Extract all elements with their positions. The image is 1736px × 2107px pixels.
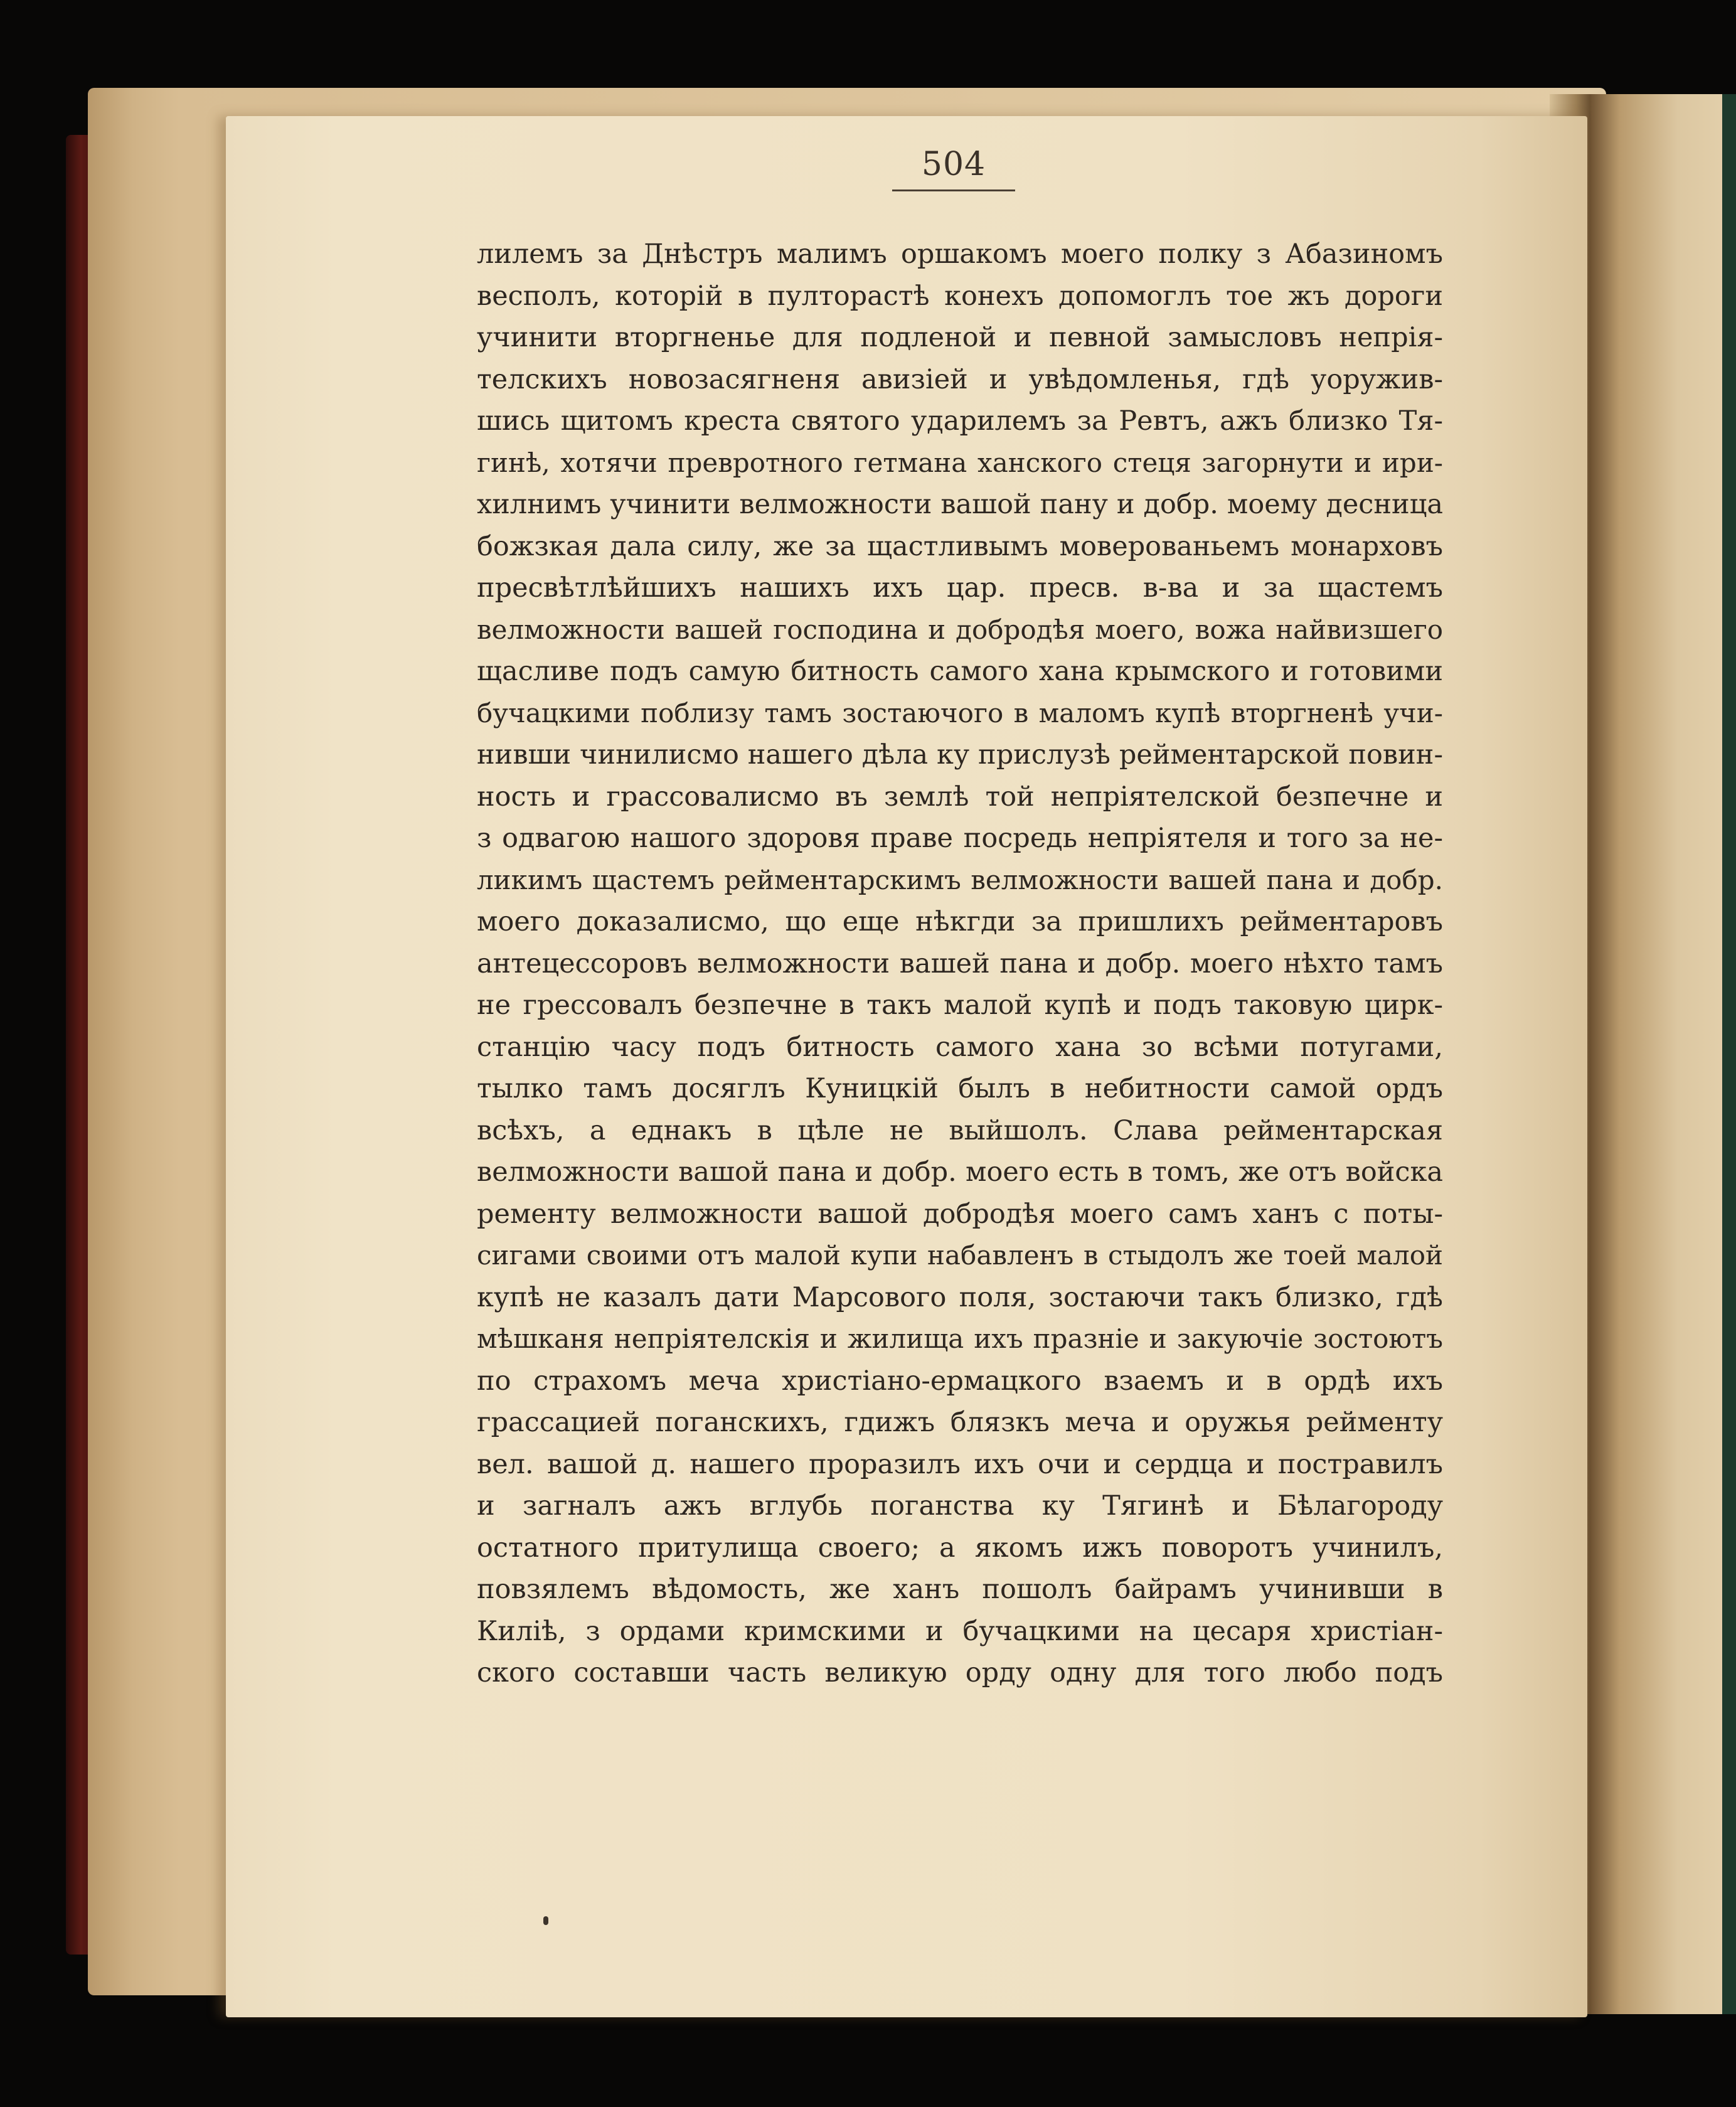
text-line: ременту велможности вашой добродѣя моего самъ ханъ с поты- [477,1198,1443,1230]
text-line: сигами своими отъ малой купи набавленъ в стыдолъ же тоей малой [477,1240,1443,1271]
facing-page-edge [1590,94,1736,2014]
text-line: ского составши часть великую орду одну для того любо подъ [477,1657,1443,1688]
text-line: не грессовалъ безпечне в такъ малой купѣ и подъ таковую цирк- [477,989,1443,1021]
text-line: всѣхъ, а еднакъ в цѣле не выйшолъ. Слава рейментарская [477,1114,1443,1146]
text-line: Килiѣ, з ордами кримскими и бучацкими на цесаря христіан- [477,1615,1443,1647]
text-line: шись щитомъ креста святого ударилемъ за Ревтъ, ажъ близко Тя- [477,405,1443,437]
page-number: 504 [921,146,986,183]
text-line: ность и грассовалисмо въ землѣ той непріятелской безпечне и [477,781,1443,813]
text-line: бучацкими поблизу тамъ зостаючого в маломъ купѣ вторгненѣ учи- [477,697,1443,728]
text-line: весполъ, которій в пулторастѣ конехъ допомоглъ тое жъ дороги [477,280,1443,312]
text-line: учинити вторгненье для подленой и певной замысловъ непрія- [477,322,1443,353]
text-line: и загналъ ажъ вглубь поганства ку Тягинѣ и Бѣлагороду [477,1490,1443,1522]
text-line: вел. вашой д. нашего проразилъ ихъ очи и сердца и постравилъ [477,1448,1443,1480]
text-line: тылко тамъ досяглъ Куницкій былъ в небитности самой ордъ [477,1073,1443,1104]
text-line: лилемъ за Днѣстръ малимъ оршакомъ моего полку з Абазиномъ [477,238,1443,270]
text-line: велможности вашей господина и добродѣя моего, вожа найвизшего [477,614,1443,645]
text-line: антецессоровъ велможности вашей пана и добр. моего нѣхто тамъ [477,947,1443,979]
body-text [477,233,1443,1694]
page-number-rule [892,189,1015,191]
text-line: ликимъ щастемъ рейментарскимъ велможности вашей пана и добр. [477,864,1443,895]
text-line: мѣшканя непріятелскія и жилища ихъ празніе и закуючіе зостоютъ [477,1323,1443,1354]
text-line: остатного притулища своего; а якомъ ижъ поворотъ учинилъ, [477,1532,1443,1564]
text-line: гинѣ, хотячи превротного гетмана ханского стеця загорнути и ири- [477,447,1443,478]
text-line: станцію часу подъ битность самого хана зо всѣми потугами, [477,1031,1443,1063]
text-line: моего доказалисмо, що еще нѣкгди за пришлихъ рейментаровъ [477,906,1443,937]
text-line: пресвѣтлѣйшихъ нашихъ ихъ цар. пресв. в-ва и за щастемъ [477,572,1443,604]
text-line: хилнимъ учинити велможности вашой пану и добр. моему десница [477,489,1443,520]
text-line: велможности вашой пана и добр. моего есть в томъ, же отъ войска [477,1156,1443,1188]
text-line: по страхомъ меча христіано-ермацкого взаемъ и в ордѣ ихъ [477,1365,1443,1397]
text-line: грассацией поганскихъ, гдижъ блязкъ меча и оружья рейменту [477,1407,1443,1438]
ink-speck [543,1916,548,1925]
text-line: повзялемъ вѣдомость, же ханъ пошолъ байрамъ учинивши в [477,1574,1443,1605]
text-line: щасливе подъ самую битность самого хана крымского и готовими [477,656,1443,687]
text-line: божзкая дала силу, же за щастливымъ моверованьемъ монарховъ [477,530,1443,562]
text-line: з одвагою нашого здоровя праве посредь непріятеля и того за не- [477,823,1443,854]
text-line: нивши чинилисмо нашего дѣла ку прислузѣ рейментарской повин- [477,739,1443,771]
text-line: телскихъ новозасягненя авизіей и увѣдомленья, гдѣ уоружив- [477,363,1443,395]
text-line: купѣ не казалъ дати Марсового поля, зостаючи такъ близко, гдѣ [477,1281,1443,1313]
facing-cover-edge [1722,94,1736,2014]
